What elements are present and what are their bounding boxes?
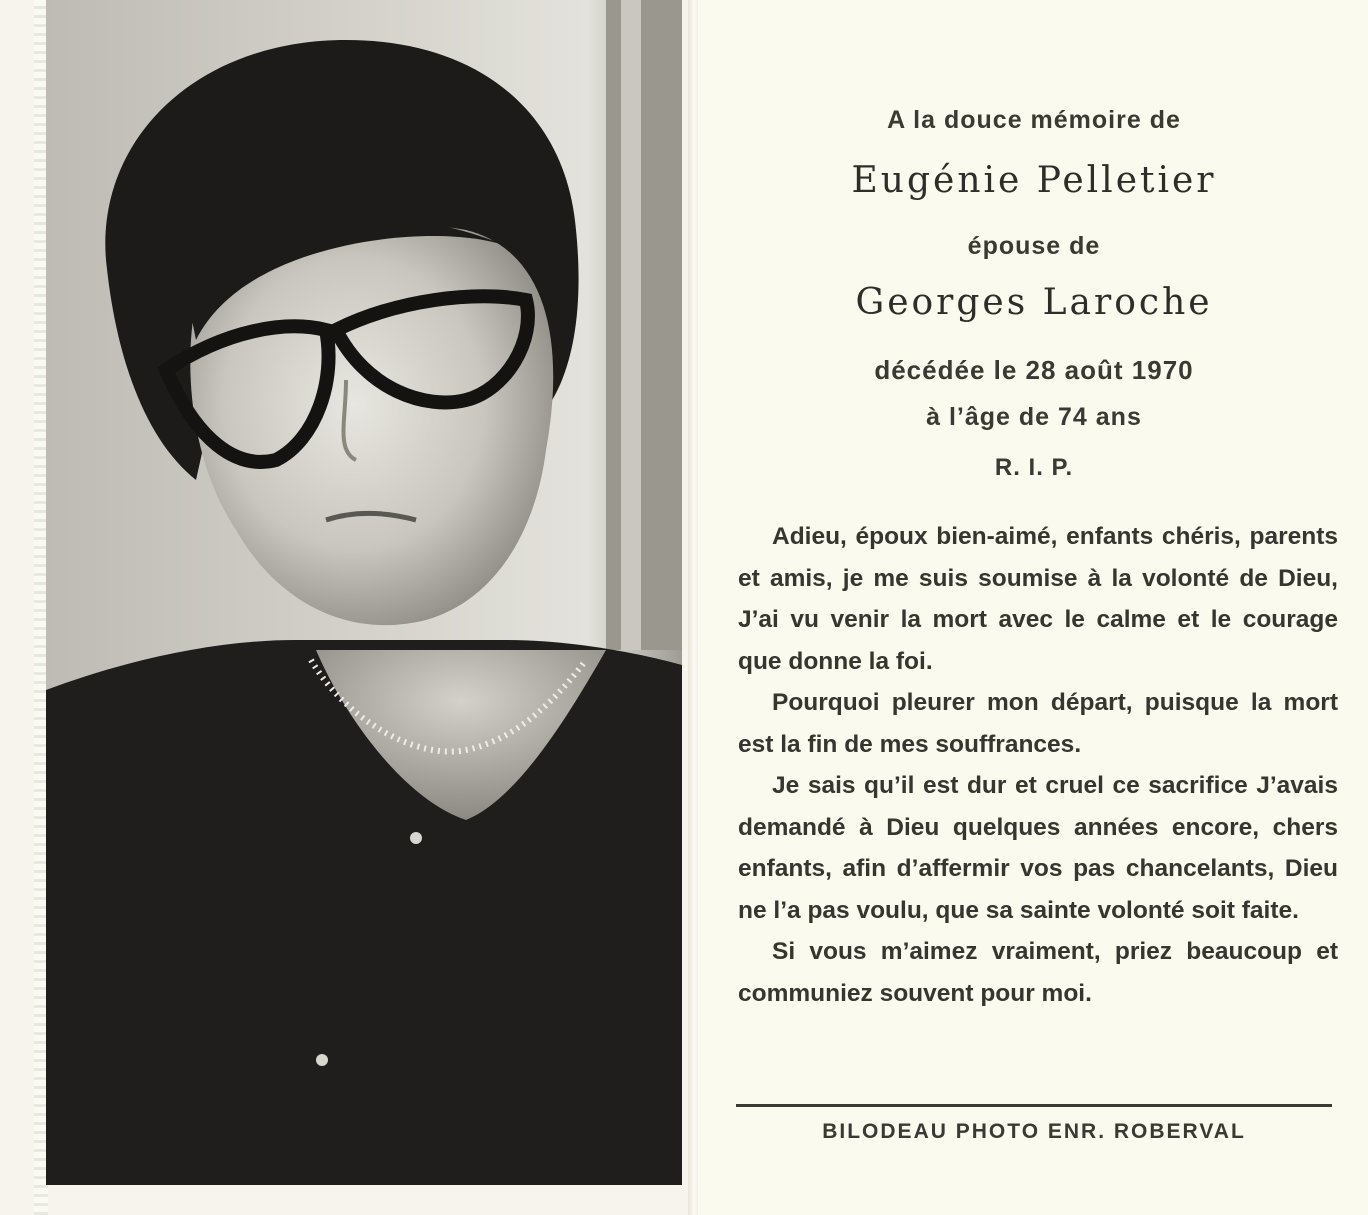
- card-divider: [688, 0, 698, 1215]
- memorial-text-card: [700, 0, 1368, 1215]
- memorial-heading: A la douce mémoire de: [887, 106, 1181, 134]
- farewell-paragraph: Si vous m’aimez vraiment, priez beaucoup et communiez souvent pour moi.: [738, 938, 1338, 1007]
- farewell-text: [738, 516, 1338, 1014]
- farewell-paragraph: Je sais qu’il est dur et cruel ce sacrifice J’avais demandé à Dieu quelques années encore, chers enfants, afin d’affermir vos pas chancelants, Dieu ne l’a pas voulu, que sa sainte volonté soit faite.: [738, 772, 1338, 924]
- photographer-credit: BILODEAU PHOTO ENR. ROBERVAL: [822, 1120, 1246, 1143]
- spouse-label: épouse de: [967, 232, 1101, 260]
- age-at-death: à l’âge de 74 ans: [926, 403, 1142, 431]
- farewell-paragraph: Adieu, époux bien-aimé, enfants chéris, parents et amis, je me suis soumise à la volonté de Dieu, J’ai vu venir la mort avec le calme et le courage que donne la foi.: [738, 523, 1338, 675]
- death-date: décédée le 28 août 1970: [874, 355, 1194, 385]
- portrait-illustration: [46, 0, 682, 1185]
- deceased-name: Eugénie Pelletier: [851, 160, 1217, 201]
- footer-divider: [736, 1104, 1332, 1107]
- rip-text: R. I. P.: [994, 454, 1074, 481]
- portrait-photo: [46, 0, 682, 1185]
- spouse-name: Georges Laroche: [855, 282, 1213, 323]
- farewell-paragraph: Pourquoi pleurer mon départ, puisque la mort est la fin de mes souffrances.: [738, 689, 1338, 758]
